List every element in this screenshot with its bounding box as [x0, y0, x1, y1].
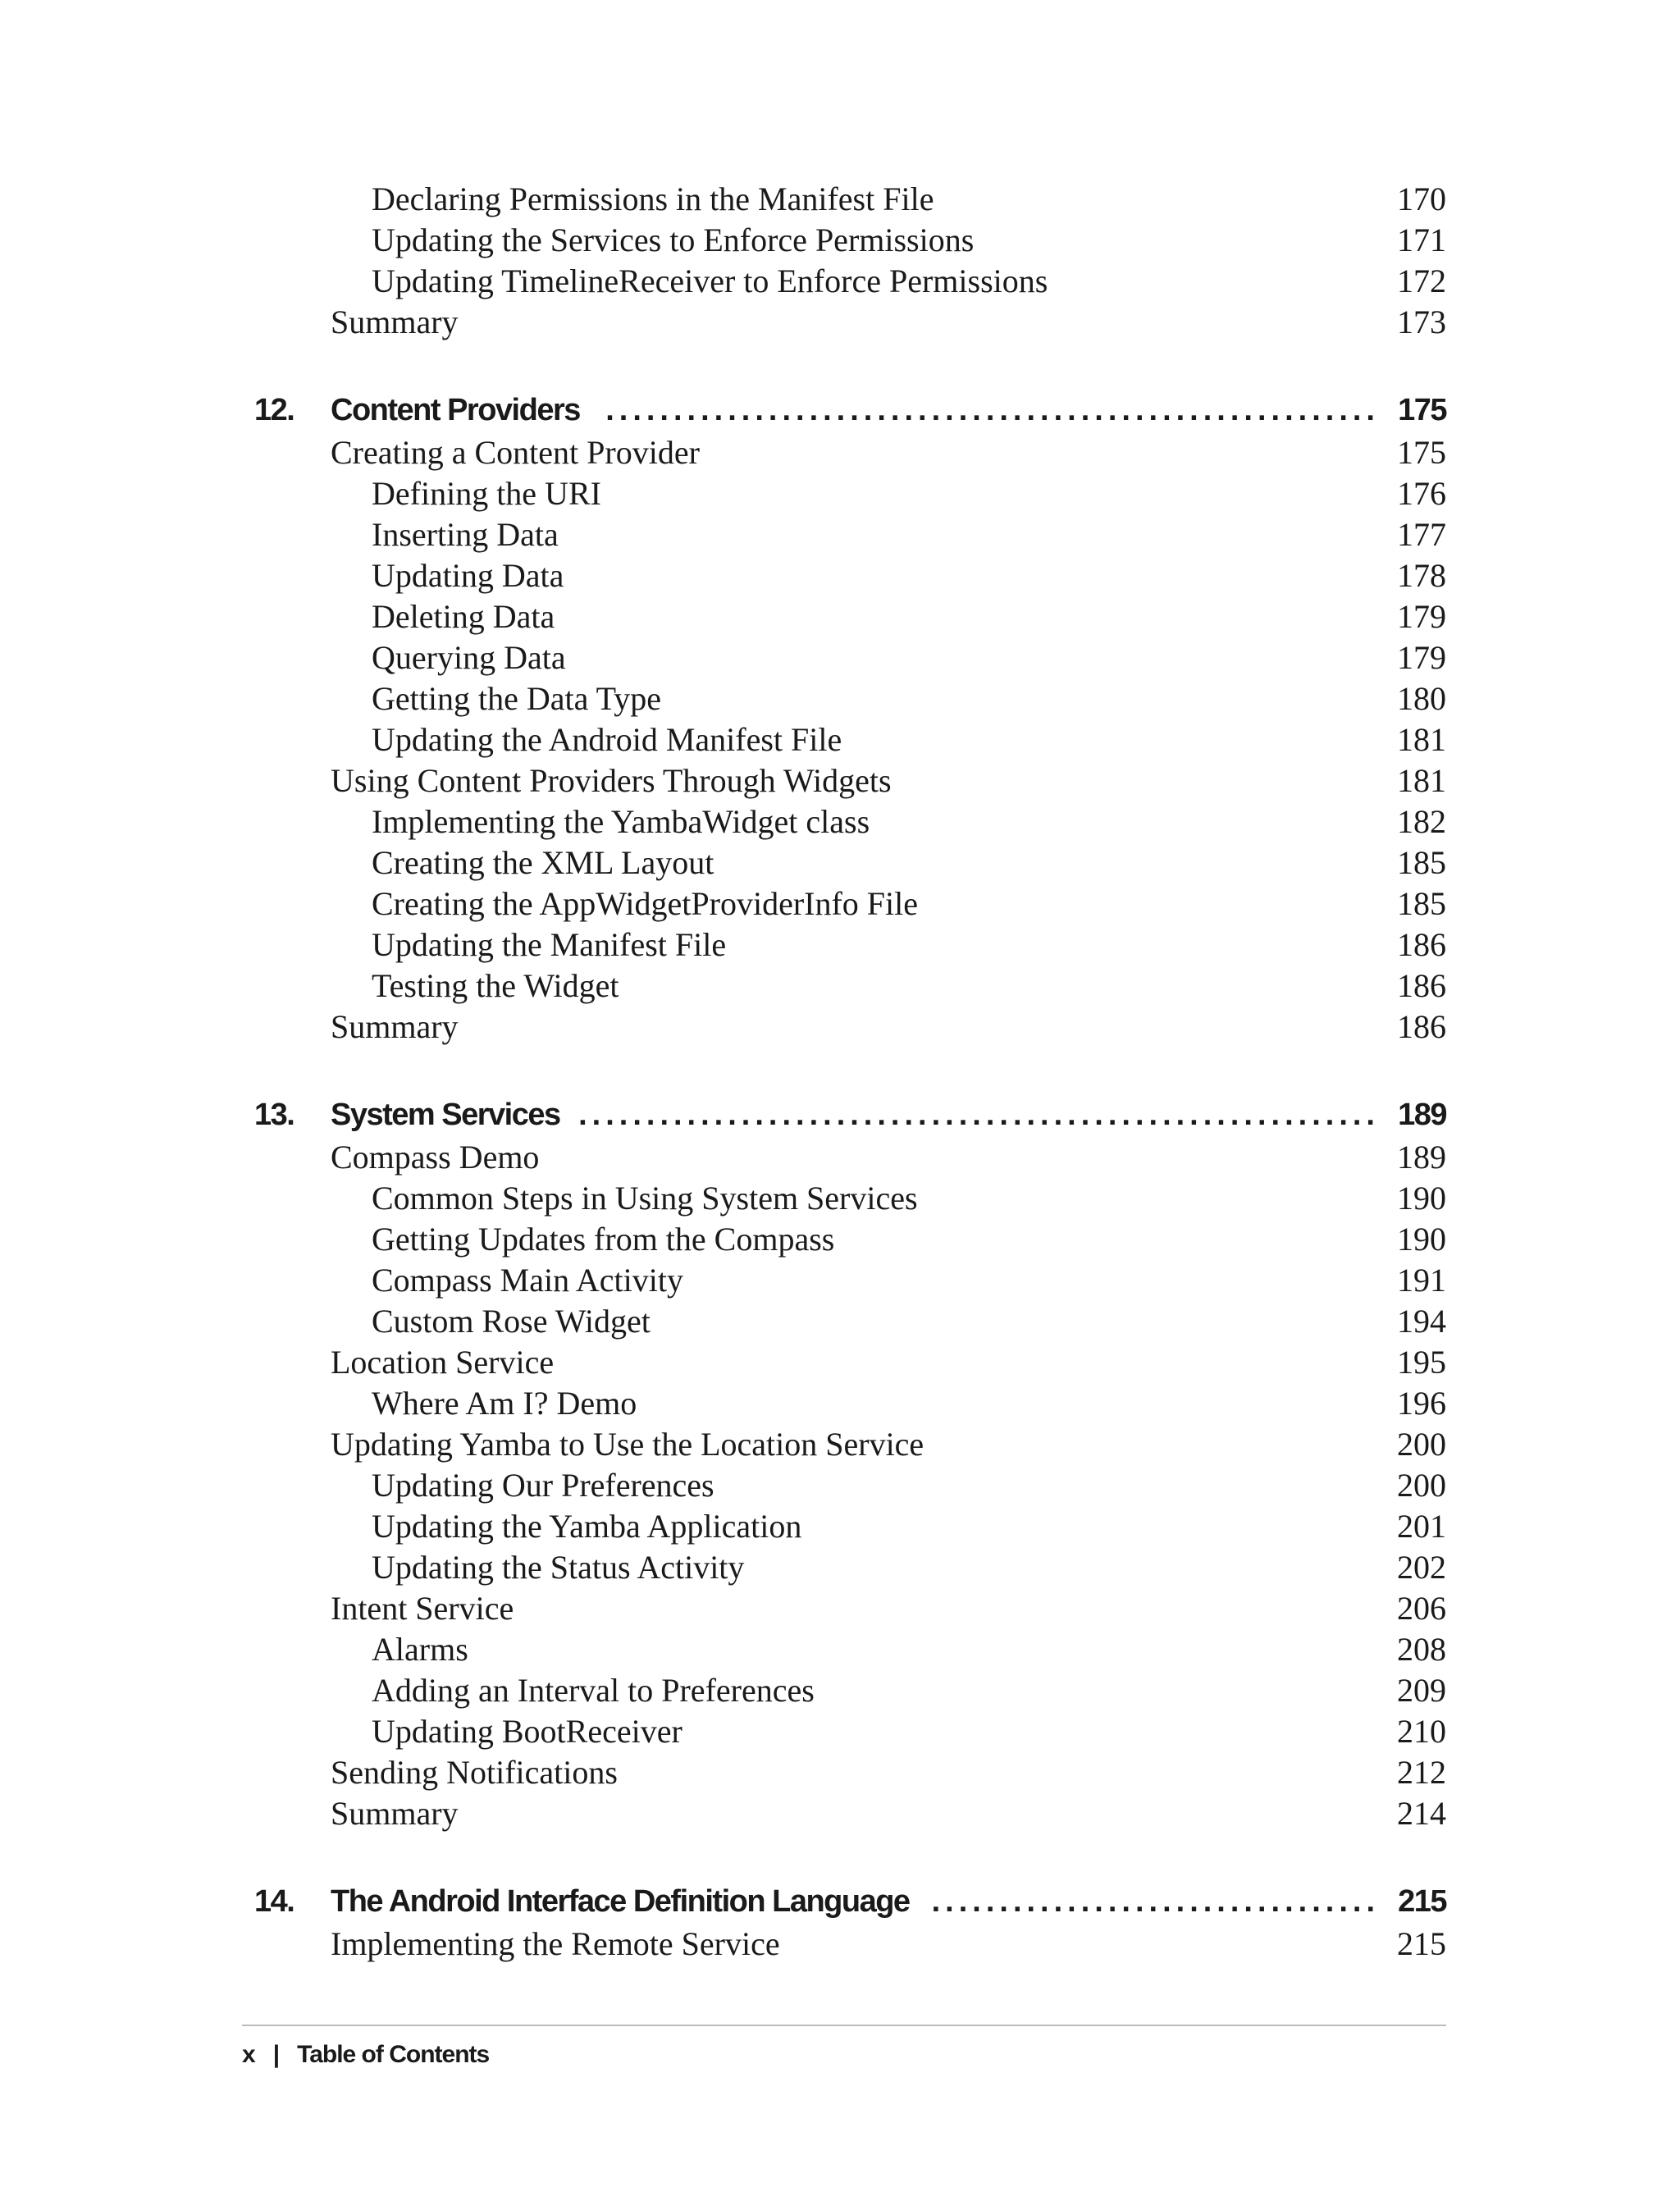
entry-page-number: 173 [1397, 304, 1446, 340]
entry-title: Updating the Yamba Application [372, 1508, 802, 1545]
entry-page-number: 182 [1397, 803, 1446, 840]
chapter-number: 12. [254, 393, 294, 427]
toc-entry[interactable] [242, 179, 1446, 220]
entry-title: Summary [331, 1795, 459, 1832]
chapter-spacer [242, 1048, 1446, 1093]
entry-title: Updating the Status Activity [372, 1549, 745, 1586]
footer-separator: | [272, 2041, 280, 2068]
toc-entry[interactable] [242, 801, 1446, 842]
entry-page-number: 201 [1397, 1508, 1446, 1545]
entry-title: Getting the Data Type [372, 680, 662, 717]
entry-title: Declaring Permissions in the Manifest File [372, 180, 934, 217]
toc-entry[interactable] [242, 555, 1446, 596]
entry-title: Creating a Content Provider [331, 434, 700, 471]
entry-title: Where Am I? Demo [372, 1385, 637, 1422]
entry-title: Updating Yamba to Use the Location Service [331, 1426, 924, 1463]
entry-title: Testing the Widget [372, 967, 619, 1004]
entry-title: Updating the Manifest File [372, 926, 727, 963]
toc-entry[interactable] [242, 1793, 1446, 1834]
toc-entry[interactable] [242, 1670, 1446, 1711]
toc-entry[interactable] [242, 924, 1446, 966]
footer-section-title: Table of Contents [297, 2041, 490, 2068]
entry-page-number: 179 [1397, 639, 1446, 676]
entry-page-number: 170 [1397, 180, 1446, 217]
entry-page-number: 178 [1397, 557, 1446, 594]
chapter-spacer [242, 1834, 1446, 1879]
entry-page-number: 190 [1397, 1221, 1446, 1258]
dot-leader: ......................................................... [605, 393, 1380, 427]
entry-page-number: 186 [1397, 926, 1446, 963]
entry-title: Implementing the Remote Service [331, 1925, 780, 1962]
entry-page-number: 209 [1397, 1672, 1446, 1709]
entry-title: Deleting Data [372, 598, 555, 635]
toc-entry[interactable] [242, 514, 1446, 555]
toc-entry[interactable] [242, 760, 1446, 801]
toc-entry[interactable] [242, 1219, 1446, 1260]
entry-page-number: 195 [1397, 1344, 1446, 1381]
entry-page-number: 177 [1397, 516, 1446, 553]
entry-page-number: 202 [1397, 1549, 1446, 1586]
toc-entry[interactable] [242, 220, 1446, 261]
toc-entry[interactable] [242, 842, 1446, 883]
entry-title: Common Steps in Using System Services [372, 1180, 918, 1217]
entry-title: Compass Main Activity [372, 1262, 683, 1299]
toc-entry[interactable] [242, 1301, 1446, 1342]
toc-entry[interactable] [242, 883, 1446, 924]
dot-leader: ................................. [931, 1884, 1380, 1919]
toc-entry[interactable] [242, 1506, 1446, 1547]
entry-title: Updating TimelineReceiver to Enforce Permissions [372, 262, 1048, 299]
toc-entry[interactable] [242, 473, 1446, 514]
toc-entry[interactable] [242, 596, 1446, 637]
entry-title: Creating the XML Layout [372, 844, 714, 881]
entry-page-number: 200 [1397, 1426, 1446, 1463]
chapter-spacer [242, 343, 1446, 388]
table-of-contents [242, 179, 1446, 1965]
toc-chapter[interactable] [242, 388, 1446, 432]
entry-title: Adding an Interval to Preferences [372, 1672, 815, 1709]
entry-page-number: 208 [1397, 1631, 1446, 1668]
entry-page-number: 186 [1397, 967, 1446, 1004]
chapter-title: Content Providers [331, 393, 580, 427]
chapter-page-number: 189 [1398, 1098, 1446, 1132]
entry-page-number: 190 [1397, 1180, 1446, 1217]
entry-page-number: 206 [1397, 1590, 1446, 1627]
entry-page-number: 200 [1397, 1467, 1446, 1504]
chapter-number: 14. [254, 1884, 294, 1919]
toc-entry[interactable] [242, 1260, 1446, 1301]
entry-title: Querying Data [372, 639, 566, 676]
toc-entry[interactable] [242, 678, 1446, 719]
entry-title: Implementing the YambaWidget class [372, 803, 870, 840]
entry-title: Intent Service [331, 1590, 514, 1627]
entry-title: Updating the Services to Enforce Permissions [372, 221, 975, 258]
entry-page-number: 172 [1397, 262, 1446, 299]
toc-chapter[interactable] [242, 1879, 1446, 1924]
entry-page-number: 186 [1397, 1008, 1446, 1045]
entry-title: Getting Updates from the Compass [372, 1221, 835, 1258]
toc-chapter[interactable] [242, 1093, 1446, 1137]
entry-page-number: 189 [1397, 1139, 1446, 1176]
entry-title: Sending Notifications [331, 1754, 618, 1791]
toc-entry[interactable] [242, 1588, 1446, 1629]
entry-page-number: 210 [1397, 1713, 1446, 1750]
entry-page-number: 194 [1397, 1303, 1446, 1340]
toc-entry[interactable] [242, 1752, 1446, 1793]
toc-entry[interactable] [242, 1711, 1446, 1752]
toc-entry[interactable] [242, 1424, 1446, 1465]
entry-title: Creating the AppWidgetProviderInfo File [372, 885, 919, 922]
footer-page-number: x [242, 2041, 255, 2068]
toc-entry[interactable] [242, 1465, 1446, 1506]
entry-page-number: 176 [1397, 475, 1446, 512]
entry-page-number: 185 [1397, 844, 1446, 881]
entry-title: Alarms [372, 1631, 468, 1668]
toc-entry[interactable] [242, 1178, 1446, 1219]
entry-title: Location Service [331, 1344, 555, 1381]
entry-page-number: 191 [1397, 1262, 1446, 1299]
entry-page-number: 214 [1397, 1795, 1446, 1832]
toc-entry[interactable] [242, 1342, 1446, 1383]
toc-entry[interactable] [242, 719, 1446, 760]
entry-title: Updating Data [372, 557, 564, 594]
entry-page-number: 196 [1397, 1385, 1446, 1422]
entry-page-number: 181 [1397, 762, 1446, 799]
toc-entry[interactable] [242, 302, 1446, 343]
toc-entry[interactable] [242, 966, 1446, 1007]
entry-page-number: 179 [1397, 598, 1446, 635]
entry-title: Updating the Android Manifest File [372, 721, 842, 758]
entry-title: Summary [331, 304, 459, 340]
toc-entry[interactable] [242, 1007, 1446, 1048]
entry-title: Summary [331, 1008, 459, 1045]
chapter-number: 13. [254, 1098, 294, 1132]
toc-entry[interactable] [242, 1629, 1446, 1670]
entry-page-number: 212 [1397, 1754, 1446, 1791]
dot-leader: ........................................................... [578, 1098, 1380, 1132]
chapter-title: System Services [331, 1098, 560, 1132]
entry-page-number: 171 [1397, 221, 1446, 258]
entry-title: Updating BootReceiver [372, 1713, 682, 1750]
toc-entry[interactable] [242, 1924, 1446, 1965]
entry-title: Compass Demo [331, 1139, 540, 1176]
entry-page-number: 185 [1397, 885, 1446, 922]
toc-entry[interactable] [242, 1547, 1446, 1588]
toc-entry[interactable] [242, 637, 1446, 678]
entry-title: Using Content Providers Through Widgets [331, 762, 892, 799]
entry-page-number: 175 [1397, 434, 1446, 471]
toc-entry[interactable] [242, 1383, 1446, 1424]
entry-page-number: 215 [1397, 1925, 1446, 1962]
entry-title: Custom Rose Widget [372, 1303, 651, 1340]
chapter-page-number: 175 [1398, 393, 1446, 427]
toc-entry[interactable] [242, 432, 1446, 473]
entry-page-number: 181 [1397, 721, 1446, 758]
chapter-title: The Android Interface Definition Language [331, 1884, 910, 1919]
toc-entry[interactable] [242, 261, 1446, 302]
page-footer [242, 2038, 489, 2071]
entry-title: Inserting Data [372, 516, 559, 553]
toc-entry[interactable] [242, 1137, 1446, 1178]
footer-rule [242, 2025, 1446, 2026]
entry-title: Defining the URI [372, 475, 601, 512]
entry-page-number: 180 [1397, 680, 1446, 717]
chapter-page-number: 215 [1398, 1884, 1446, 1919]
entry-title: Updating Our Preferences [372, 1467, 714, 1504]
